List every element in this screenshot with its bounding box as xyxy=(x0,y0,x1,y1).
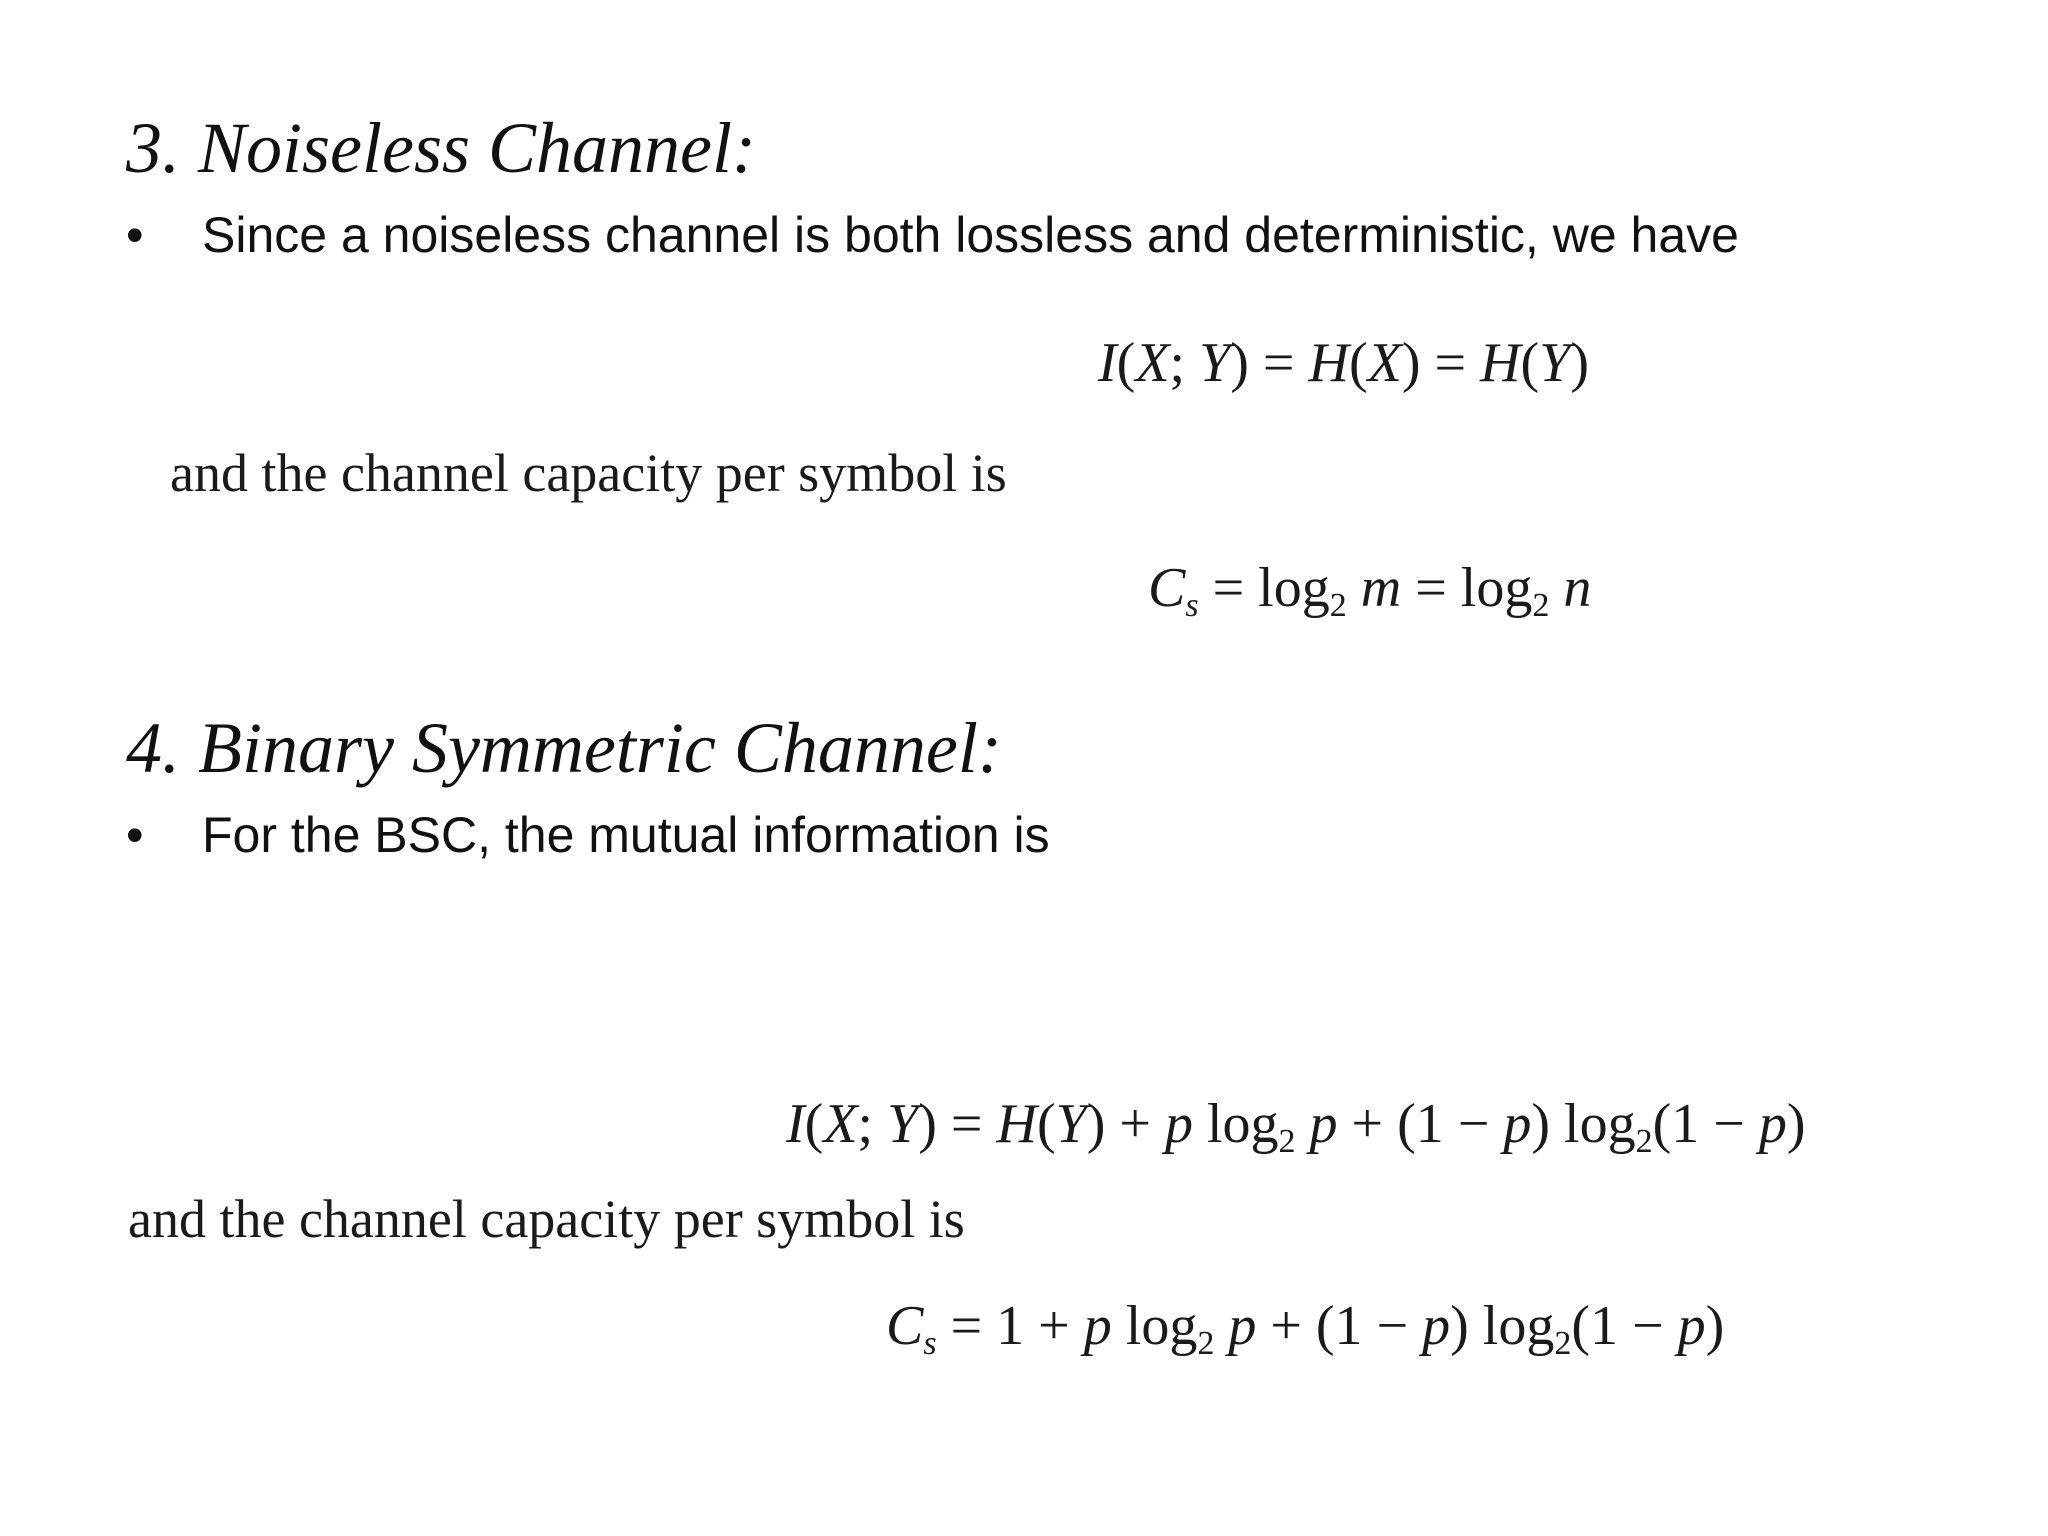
section-3-equation-mutual-information: I(X; Y) = H(X) = H(Y) xyxy=(1098,332,1589,394)
section-4-heading: 4. Binary Symmetric Channel: xyxy=(126,708,1002,788)
section-3-bullet xyxy=(126,207,1926,270)
section-4-equation-mutual-information: I(X; Y) = H(Y) + p $\log_2 p + (1 - p) \log_2(1 - p)$ xyxy=(786,1093,1806,1160)
section-4-bullet xyxy=(126,807,1926,870)
section-3-bullet-text: Since a noiseless channel is both lossless and deterministic, we have xyxy=(202,207,1739,263)
bullet-dot-icon: • xyxy=(126,807,144,863)
section-3-equation-capacity: $C_s = \log_2 m = \log_2 n$ xyxy=(1148,557,1592,624)
section-3-body-text: and the channel capacity per symbol is xyxy=(170,443,1007,503)
section-4-bullet-text: For the BSC, the mutual information is xyxy=(202,807,1050,863)
section-4-body-text: and the channel capacity per symbol is xyxy=(128,1189,965,1249)
bullet-dot-icon: • xyxy=(126,207,144,263)
section-3-heading: 3. Noiseless Channel: xyxy=(126,108,756,188)
section-4-equation-capacity: $C_s = 1 + p$ $\log_2 p + (1 - p) \log_2(1 - p)$ xyxy=(886,1295,1725,1362)
